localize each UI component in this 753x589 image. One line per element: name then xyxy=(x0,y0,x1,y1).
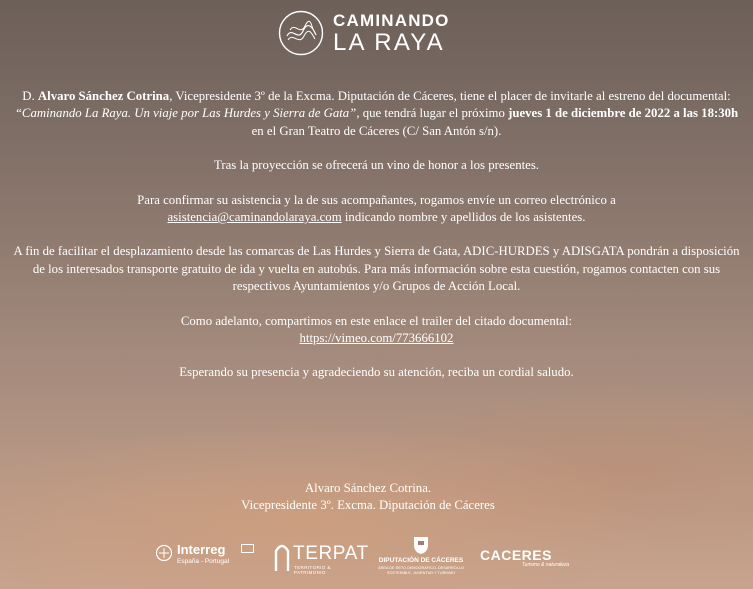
reception-paragraph: Tras la proyección se ofrecerá un vino de honor a los presentes. xyxy=(213,158,540,173)
signature-name: Alvaro Sánchez Cotrina. xyxy=(304,481,432,495)
signature-block xyxy=(180,480,556,515)
trailer-paragraph xyxy=(12,313,741,348)
text-span: indicando nombre y apellidos de los asistentes. xyxy=(341,210,586,225)
text-span: , que tendrá lugar el próximo xyxy=(356,106,509,121)
closing-paragraph: Esperando su presencia y agradeciendo su atención, reciba un cordial saludo. xyxy=(179,365,574,380)
text-span: Para confirmar su asistencia y la de sus acompañantes, rogamos envíe un correo electrónico a xyxy=(137,192,616,207)
caceres-name: CACERES xyxy=(480,547,552,563)
caceres-subtitle: Turismo & naturaleza xyxy=(522,562,570,568)
inviter-name: Alvaro Sánchez Cotrina xyxy=(37,89,170,103)
eu-flag-icon xyxy=(241,544,254,553)
terpat-logo xyxy=(274,541,369,575)
interreg-logo xyxy=(155,542,257,572)
interreg-subtitle: España - Portugal xyxy=(177,558,230,565)
event-date: jueves 1 de diciembre de 2022 a las 18:30h xyxy=(508,106,739,121)
text-span: , Vicepresidente 3º de la Excma. Diputación de Cáceres, tiene el placer de invitarle al estreno del documental: xyxy=(169,89,731,103)
trailer-link[interactable]: https://vimeo.com/773666102 xyxy=(299,331,454,346)
caceres-tourism-logo xyxy=(480,547,572,571)
interreg-emblem-icon xyxy=(155,544,173,562)
sponsor-logos xyxy=(150,535,600,580)
text-span: en el Gran Teatro de Cáceres (C/ San Antón s/n). xyxy=(251,123,502,138)
rsvp-paragraph xyxy=(12,192,741,227)
text-span: D. xyxy=(22,89,38,103)
terpat-name: TERPAT xyxy=(293,543,369,564)
invitation-body xyxy=(12,88,741,399)
documentary-title: “Caminando La Raya. Un viaje por Las Hurdes y Sierra de Gata” xyxy=(14,106,357,121)
logo-emblem-icon xyxy=(278,10,324,56)
interreg-name: Interreg xyxy=(177,542,226,557)
logo-title-line2: LA RAYA xyxy=(333,28,445,56)
diputacion-subtitle: ÁREA DE RETO DEMOGRÁFICO, DESARROLLO SOSTENIBLE, JUVENTUD Y TURISMO xyxy=(378,566,464,575)
invitation-paragraph xyxy=(12,88,741,140)
transport-paragraph: A fin de facilitar el desplazamiento desde las comarcas de Las Hurdes y Sierra de Gata, ADIC-HURDES y ADISGATA pondrán a disposición de los interesados transporte gratuito de ida y vuelta en autobús. Para más información sobre esta cuestión, rogamos contacten con sus respectivos Ayuntamientos y/o Grupos de Acción Local. xyxy=(13,244,740,294)
caminando-la-raya-logo xyxy=(278,10,468,56)
diputacion-caceres-logo xyxy=(378,535,464,579)
logo-title-line1: CAMINANDO xyxy=(333,10,450,30)
text-span: Como adelanto, compartimos en este enlace el trailer del citado documental: xyxy=(180,313,573,328)
diputacion-shield-icon xyxy=(411,535,431,555)
signature-role: Vicepresidente 3º. Excma. Diputación de Cáceres xyxy=(241,498,495,513)
rsvp-email-link[interactable]: asistencia@caminandolaraya.com xyxy=(167,210,342,225)
terpat-arch-icon xyxy=(274,541,290,571)
diputacion-name: DIPUTACIÓN DE CÁCERES xyxy=(378,557,464,564)
terpat-subtitle: TERRITORIO & PATRIMONIO xyxy=(294,565,331,575)
